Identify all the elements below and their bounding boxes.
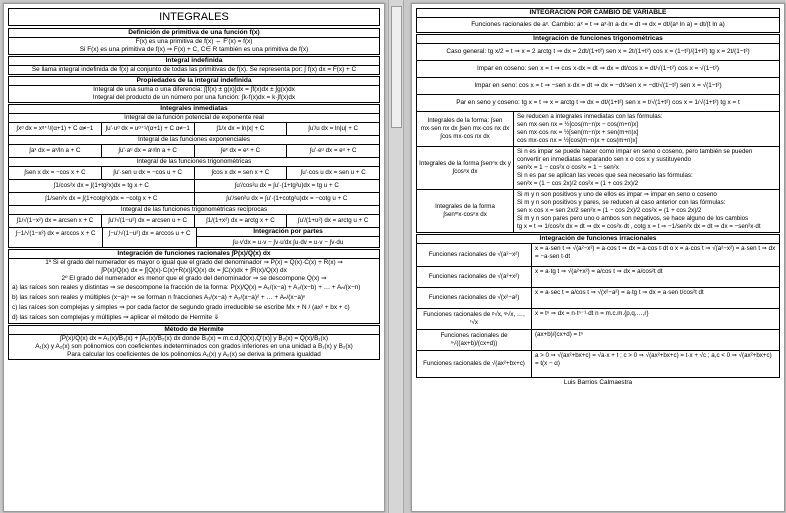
row-content: x = a·sen t ⇒ √(a²−x²) = a·cos t ⇒ dx = a·cos t·dt o x = a·cos t ⇒ √(a²−x²) = a·sen t ⇒ dx = −a·sen t·dt	[535, 245, 776, 260]
formula: Impar en seno: cos x = t ⇒ −sen x·dx = dt ⇒ dx = −dt/sen x = −dt/√(1−t²) sen x = √(1−t²)	[417, 78, 779, 95]
product-forms-row	[417, 112, 779, 147]
text-line: Si m y n son positivos y uno de ellos es impar ⇒ impar en seno o coseno	[517, 191, 717, 198]
subsection-header: Integral de las funciones trigonométricas	[9, 158, 379, 167]
formula: Funciones racionales de aˣ. Cambio: aˣ = t ⇒ aˣ·ln a·dx = dt ⇒ dx = dt/(aˣ ln a) = dt/(t ln a)	[471, 21, 725, 28]
row-content	[514, 112, 779, 146]
formula: ∫u'/√(1−u²) dx = arcsen u + C	[102, 215, 195, 227]
left-page	[3, 3, 385, 512]
section-header: Integración por partes	[197, 228, 379, 237]
formula: ∫u'·aᵘ dx = aᵘ/ln a + C	[102, 145, 195, 157]
immediate-integrals-box	[8, 104, 380, 248]
section-header: Integral indefinida	[9, 57, 379, 66]
text-line: Integral del producto de un número por una función: ∫k·f(x)dx = k·∫f(x)dx	[92, 94, 296, 101]
text-line: Si m y n son positivos y pares, se reducen al caso anterior con las fórmulas:	[517, 199, 726, 206]
text-line: Si n es impar se puede hacer como impar en seno o coseno, pero también se pueden	[517, 148, 753, 155]
formula: ∫1/sen²x dx = ∫(1+cotg²x)dx = −cotg x + C	[9, 193, 195, 205]
irrational-functions-box	[416, 234, 780, 378]
text-line: Si F(x) es una primitiva de f(x) ⇒ F(x) + C, C∈ R también es una primitiva de f(x)	[79, 46, 309, 53]
formula: Caso general: tg x/2 = t ⇒ x = 2 arctg t ⇒ dx = 2dt/(1+t²) sen x = 2t/(1+t²) cos x = (1−t²)/(1+t²) tg x = 2t/(1−t²)	[417, 44, 779, 61]
text-line: Para calcular los coeficientes de los polinomios A₁(x) y A₂(x) se deriva la primera igualdad	[67, 351, 321, 358]
subsection-header: Integral de las funciones exponenciales	[9, 136, 379, 145]
section-header: Definición de primitiva de una función f(x)	[9, 29, 379, 38]
text-line: A₁(x) y A₂(x) son polinomios con coeficientes indeterminados con grados inferiores en una unidad a B₁(x) y B₂(x)	[35, 343, 353, 350]
irrational-row	[417, 288, 779, 309]
formula-row	[9, 193, 379, 206]
case-b: b) las raíces son reales y múltiples (x−a)ⁿ ⇒ se forman n fracciones A₁/(x−a) + A₂/(x−a)² + … + Aₙ/(x−a)ⁿ	[12, 294, 306, 301]
case-c: c) las raíces son complejas y simples ⇒ por cada factor de segundo grado irreducible se escribe Mx + N / (ax² + bx + c)	[12, 304, 350, 311]
formula: ∫u'/u dx = ln|u| + C	[308, 125, 359, 132]
subsection-header: Integral de las funciones trigonométricas recíprocas	[9, 206, 379, 215]
formula: ∫1/(1+x²) dx = arctg x + C	[195, 215, 288, 227]
formula: ∫1/cos²x dx = ∫(1+tg²x)dx = tg x + C	[9, 180, 195, 192]
text-line: Integral de una suma o una diferencia: ∫[f(x) ± g(x)]dx = ∫f(x)dx ± ∫g(x)dx	[93, 86, 295, 93]
section-header: Integración de funciones irracionales	[417, 235, 779, 244]
section-header: Propiedades de la integral indefinida	[9, 77, 379, 86]
irrational-row	[417, 309, 779, 330]
indefinite-integral-box	[8, 56, 380, 75]
formula: sen x·cos x = sen 2x/2 sen²x = (1 − cos 2x)/2 cos²x = (1 + cos 2x)/2	[517, 207, 702, 214]
scrollbar-thumb[interactable]	[391, 6, 402, 128]
formula: ∫1/x dx = ln|x| + C	[195, 123, 288, 135]
row-label: Integrales de la forma ∫senⁿx dx y ∫cosⁿx dx	[417, 147, 514, 189]
trig-integration-box	[416, 34, 780, 233]
formula: ∫u'/sen²u dx = ∫u'·(1+cotg²u)dx = −cotg u + C	[226, 195, 348, 202]
mixed-forms-row	[417, 190, 779, 232]
row-label: Funciones racionales de √(x²−a²)	[417, 288, 532, 308]
formula: cos mx·cos nx = ½[cos(m−n)x + cos(m+n)x]	[517, 137, 638, 144]
section-header: Método de Hermite	[9, 326, 379, 335]
right-page	[411, 3, 785, 512]
formula: ∫sen x dx = −cos x + C	[9, 167, 102, 179]
formula: ∫1/√(1−x²) dx = arcsen x + C	[9, 215, 102, 227]
author-credit: Luis Barrios Calmaestra	[563, 379, 633, 386]
formula: ∫P(x)/Q(x) dx = A₁(x)/B₁(x) + ∫A₂(x)/B₂(x) dx donde B₁(x) = m.c.d.[Q(x),Q'(x)] y B₂(x) = Q(x)/B₁(x)	[60, 335, 328, 342]
irrational-row	[417, 330, 779, 351]
parts-cell	[197, 228, 379, 247]
formula: Par en seno y coseno: tg x = t ⇒ x = arctg t ⇒ dx = dt/(1+t²) sen x = t/√(1+t²) cos x = 1/√(1+t²) tg x = t	[417, 95, 779, 112]
row-label: Funciones racionales de √(a²−x²)	[417, 244, 532, 266]
row-content: x = a·tg t ⇒ √(a²+x²) = a/cos t ⇒ dx = a/cos²t dt	[535, 268, 663, 275]
row-label: Funciones racionales de ᵖ√x, ᵠ√x, …, ʳ√x	[417, 309, 532, 329]
text-line: F(x) es una primitiva de f(x) ⇔ F'(x) = f(x)	[135, 38, 253, 45]
row-content: x = a·sec t = a/cos t ⇒ √(x²−a²) = a·tg t ⇒ dx = a·sen t/cos²t dt	[535, 289, 704, 296]
text-line: Si n es par se aplican las veces que sea necesario las fórmulas:	[517, 172, 693, 179]
formula: ∫u·v'dx = u·v − ∫v·u'dx ∫u·dv = u·v − ∫v·du	[232, 239, 344, 246]
page-gap-scrollbar[interactable]	[388, 0, 404, 513]
formula: ∫u'/(1+u²) dx = arctg u + C	[297, 217, 369, 224]
hermite-box	[8, 325, 380, 360]
properties-box	[8, 76, 380, 103]
formula-row	[9, 180, 379, 193]
irrational-row	[417, 267, 779, 288]
formula: ∫u'·eᵘ dx = eᵘ + C	[309, 147, 357, 154]
formula: sen mx·sen nx = ½[cos(m−n)x − cos(m+n)x]	[517, 121, 639, 128]
formula-row	[9, 215, 379, 228]
formula: Impar en coseno: sen x = t ⇒ cos x·dx = dt ⇒ dx = dt/cos x = dt/√(1−t²) cos x = √(1−t²)	[417, 61, 779, 78]
formula: ∫u'·uᵅ dx = uᵅ⁺¹/(α+1) + C α≠−1	[102, 123, 195, 135]
formula: sen²x = 1 − cos²x o cos²x = 1 − sen²x	[517, 164, 619, 171]
text-line: convertir en inmediatas separando sen x o cos x y sustituyendo	[517, 156, 692, 163]
formula: ∫u'·cos u dx = sen u + C	[300, 169, 366, 176]
irrational-row	[417, 351, 779, 377]
row-content	[514, 190, 779, 232]
row-content: a > 0 ⇒ √(ax²+bx+c) = √a·x + t ; c > 0 ⇒ √(ax²+bx+c) = t·x + √c ; a,c < 0 ⇒ √(ax²+bx+c) = t(x − α)	[535, 352, 772, 367]
text-line: Se llama integral indefinida de f(x) al conjunto de todas las primitivas de f(x). Se representa por: ∫ f(x) dx = F(x) + C	[31, 66, 357, 73]
section-header: INTEGRACIÓN POR CAMBIO DE VARIABLE	[417, 9, 779, 18]
text-line: 2º El grado del numerador es menor que el grado del denominador ⇒ se descompone Q(x) ⇒	[61, 275, 327, 282]
formula-row	[9, 228, 379, 247]
section-header: Integrales inmediatas	[9, 105, 379, 114]
formula: ∫u'/cos²u dx = ∫u'·(1+tg²u)dx = tg u + C	[234, 182, 339, 189]
formula: ∫−1/√(1−x²) dx = arccos x + C	[9, 228, 103, 247]
power-forms-row	[417, 147, 779, 190]
rational-functions-box	[8, 249, 380, 324]
row-label: Funciones racionales de √(ax²+bx+c)	[417, 351, 532, 377]
formula-row	[9, 123, 379, 136]
row-content: (ax+b)/(cx+d) = tⁿ	[535, 331, 583, 338]
formula: tg x = t ⇒ 1/cos²x dx = dt ⇒ dx = cos²x·dt , cotg x = t ⇒ −1/sen²x dx = dt ⇒ dx = −sen²x·dt	[517, 223, 761, 230]
row-label: Integrales de la forma ∫senᵐx·cosⁿx dx	[417, 190, 514, 232]
formula: sen mx·cos nx = ½[sen(m−n)x + sen(m+n)x]	[517, 129, 639, 136]
text-line: 1º Si el grado del numerador es mayor o igual que el grado del denominador ⇒ P(x) = Q(x)·C(x) + R(x) ⇒	[45, 259, 343, 266]
formula: ∫u'·sen u dx = −cos u + C	[102, 167, 195, 179]
formula: sen²x = (1 − cos 2x)/2 cos²x = (1 + cos 2x)/2	[517, 180, 639, 187]
row-content	[514, 147, 779, 189]
row-content: x = tⁿ ⇒ dx = n·tⁿ⁻¹·dt n = m.c.m.{p,q,…,r}	[535, 310, 649, 317]
irrational-row	[417, 244, 779, 267]
row-label: Integrales de la forma: ∫sen mx·sen nx dx ∫sen mx·cos nx dx ∫cos mx·cos nx dx	[417, 112, 514, 146]
formula: ∫−u'/√(1−u²) dx = arccos u + C	[103, 228, 197, 247]
formula-row	[9, 145, 379, 158]
formula: ∫eˣ dx = eˣ + C	[195, 145, 288, 157]
formula: ∫aˣ dx = aˣ/ln a + C	[9, 145, 102, 157]
formula: ∫P(x)/Q(x) dx = ∫[Q(x)·C(x)+R(x)]/Q(x) dx = ∫C(x)dx + ∫R(x)/Q(x) dx	[101, 267, 287, 274]
substitution-box	[416, 8, 780, 33]
case-a: a) las raíces son reales y distintas ⇒ se descompone la fracción de la forma: P(x)/Q(x) = A₁/(x−a) + A₂/(x−b) + … + Aₙ/(x−n)	[12, 284, 361, 291]
page-title: INTEGRALES	[8, 8, 380, 26]
row-label: Funciones racionales de ⁿ√((ax+b)/(cx+d))	[417, 330, 532, 350]
text-line: Se reducen a integrales inmediatas con las fórmulas:	[517, 113, 663, 120]
formula: ∫xᵅ dx = xᵅ⁺¹/(α+1) + C α≠−1	[9, 123, 102, 135]
section-header: Integración de funciones racionales ∫P(x)/Q(x) dx	[9, 250, 379, 259]
row-label: Funciones racionales de √(a²+x²)	[417, 267, 532, 287]
text-line: Si m y n son pares pero uno o ambos son negativos, se hace alguno de los cambios	[517, 215, 749, 222]
section-header: Integración de funciones trigonométricas	[417, 35, 779, 44]
case-d: d) las raíces son complejas y múltiples ⇒ aplicar el método de Hermite ⇓	[12, 314, 220, 321]
formula-row	[9, 167, 379, 180]
primitive-definition-box	[8, 28, 380, 55]
subsection-header: Integral de la función potencial de exponente real	[9, 114, 379, 123]
formula: ∫cos x dx = sen x + C	[195, 167, 288, 179]
